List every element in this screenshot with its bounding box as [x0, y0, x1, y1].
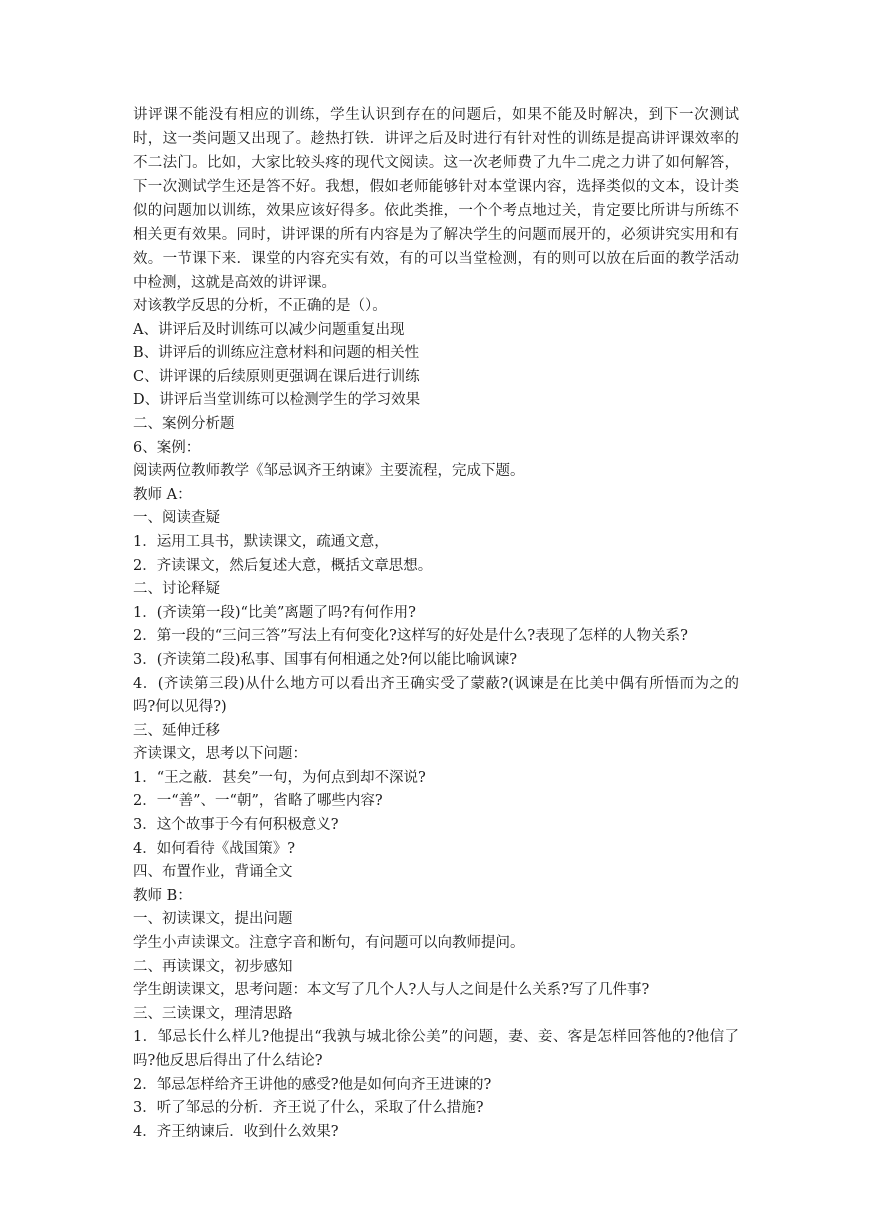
list-item: 3．这个故事于今有何积极意义? [133, 817, 339, 834]
question-text: 对该教学反思的分析，不正确的是（）。 [133, 298, 387, 314]
intro-paragraph: 讲评课不能没有相应的训练，学生认识到存在的问题后，如果不能及时解决，到下一次测试时，这一类问题又出现了。趁热打铁．讲评之后及时进行有针对性的训练是提高讲评课效率的不二法门。比如，大家比较头疼的现代文阅读。这一次老师费了九牛二虎之力讲了如何解答，下一次测试学生还是答不好。我想，假如老师能够针对本堂课内容，选择类似的文本，设计类似的问题加以训练，效果应该好得多。依此类推，一个个考点地过关，肯定要比所讲与所练不相关更有效果。同时，讲评课的所有内容是为了解决学生的问题而展开的，必须讲究实用和有效。一节课下来．课堂的内容充实有效，有的可以当堂检测，有的则可以放在后面的教学活动中检测，这就是高效的讲评课。 [133, 107, 739, 291]
teacher-b-section-2-text: 学生朗读课文，思考问题：本文写了几个人?人与人之间是什么关系?写了几件事? [133, 982, 650, 999]
list-item: 3．听了邹忌的分析．齐王说了什么，采取了什么措施? [133, 1100, 484, 1117]
option-b: B、讲评后的训练应注意材料和问题的相关性 [133, 345, 420, 362]
teacher-a-section-3-title: 三、延伸迁移 [133, 722, 220, 739]
option-a: A、讲评后及时训练可以减少问题重复出现 [133, 321, 405, 338]
teacher-a-section-2-title: 二、讨论释疑 [133, 581, 220, 598]
list-item: 2．邹忌怎样给齐王讲他的感受?他是如何向齐王进谏的? [133, 1076, 492, 1093]
option-d: D、讲评后当堂训练可以检测学生的学习效果 [133, 392, 421, 409]
list-item: 1．“王之蔽．甚矣”一句，为何点到却不深说? [133, 769, 426, 786]
teacher-a-section-1-title: 一、阅读查疑 [133, 510, 220, 527]
teacher-a-label: 教师 A： [133, 486, 192, 503]
list-item: 2．齐读课文，然后复述大意，概括文章思想。 [133, 557, 433, 574]
list-item: 1．(齐读第一段)“比美”离题了吗?有何作用? [133, 604, 416, 621]
list-item: 2．第一段的“三问三答”写法上有何变化?这样写的好处是什么?表现了怎样的人物关系? [133, 628, 688, 645]
teacher-b-label: 教师 B： [133, 887, 192, 904]
teacher-a-section-3-intro: 齐读课文，思考以下问题： [133, 746, 307, 763]
teacher-b-section-1-title: 一、初读课文，提出问题 [133, 911, 293, 928]
option-c: C、讲评课的后续原则更强调在课后进行训练 [133, 368, 420, 385]
case-prompt: 阅读两位教师教学《邹忌讽齐王纳谏》主要流程，完成下题。 [133, 463, 525, 480]
teacher-b-section-2-title: 二、再读课文，初步感知 [133, 958, 293, 975]
list-item: 4．齐王纳谏后．收到什么效果? [133, 1123, 339, 1140]
teacher-a-section-4-title: 四、布置作业，背诵全文 [133, 864, 293, 881]
document-page [133, 103, 739, 1144]
section-title: 二、案例分析题 [133, 415, 235, 432]
list-item: 1．运用工具书，默读课文，疏通文意， [133, 533, 389, 550]
teacher-b-section-1-text: 学生小声读课文。注意字音和断句，有问题可以向教师提问。 [133, 935, 525, 952]
teacher-b-section-3-title: 三、三读课文，理清思路 [133, 1005, 293, 1022]
list-item: 4．如何看待《战国策》? [133, 840, 295, 857]
list-item: 2．一“善”、一“朝”，省略了哪些内容? [133, 793, 383, 810]
list-item: 3．(齐读第二段)私事、国事有何相通之处?何以能比喻讽谏? [133, 651, 518, 668]
list-item: 4．(齐读第三段)从什么地方可以看出齐王确实受了蒙蔽?(讽谏是在比美中偶有所悟而为之的吗?何以见得?) [133, 675, 739, 716]
list-item: 1．邹忌长什么样儿?他提出“我孰与城北徐公美”的问题，妻、妾、客是怎样回答他的?他信了吗?他反思后得出了什么结论? [133, 1029, 739, 1069]
case-number: 6、案例： [133, 439, 201, 456]
